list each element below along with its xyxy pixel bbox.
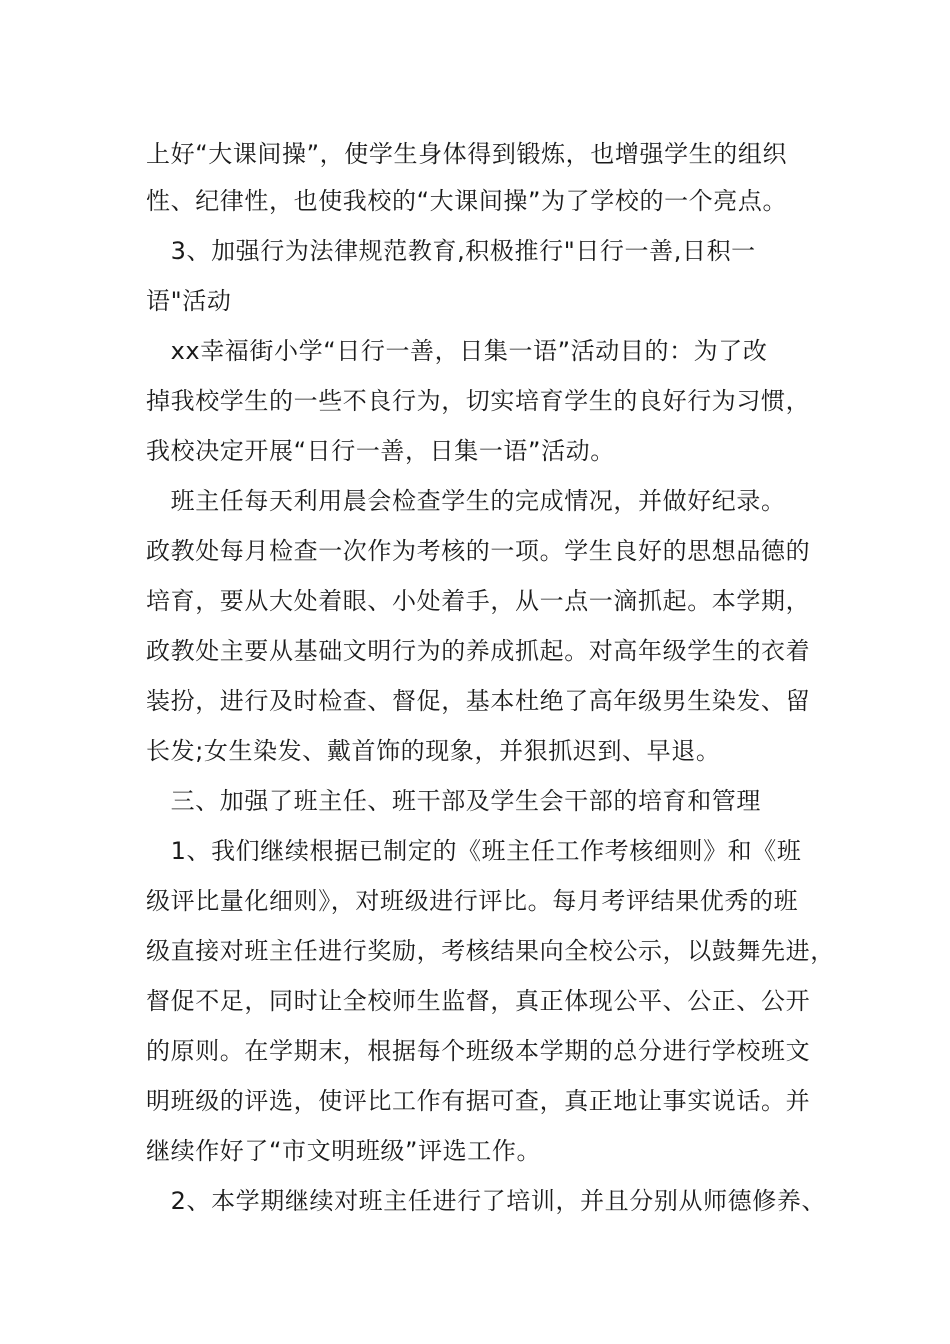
text-line-8: 班主任每天利用晨会检查学生的完成情况，并做好纪录。 xyxy=(146,487,786,515)
text-line-6: 掉我校学生的一些不良行为，切实培育学生的良好行为习惯， xyxy=(146,387,811,415)
text-line-15: 1、我们继续根据已制定的《班主任工作考核细则》和《班 xyxy=(146,837,802,865)
text-line-19: 的原则。在学期末，根据每个班级本学期的总分进行学校班文 xyxy=(146,1037,811,1065)
text-line-17: 级直接对班主任进行奖励，考核结果向全校公示，以鼓舞先进， xyxy=(146,937,835,965)
text-line-3: 3、加强行为法律规范教育,积极推行"日行一善,日积一 xyxy=(146,237,756,265)
text-line-5: xx幸福街小学“日行一善，日集一语”活动目的：为了改 xyxy=(146,337,768,365)
text-line-16: 级评比量化细则》，对班级进行评比。每月考评结果优秀的班 xyxy=(146,887,799,915)
text-line-9: 政教处每月检查一次作为考核的一项。学生良好的思想品德的 xyxy=(146,537,811,565)
text-line-21: 继续作好了“市文明班级”评选工作。 xyxy=(146,1137,542,1165)
text-line-7: 我校决定开展“日行一善，日集一语”活动。 xyxy=(146,437,615,465)
text-line-12: 装扮，进行及时检查、督促，基本杜绝了高年级男生染发、留 xyxy=(146,687,811,715)
text-line-20: 明班级的评选，使评比工作有据可查，真正地让事实说话。并 xyxy=(146,1087,811,1115)
text-line-13: 长发;女生染发、戴首饰的现象，并狠抓迟到、早退。 xyxy=(146,737,721,765)
text-line-18: 督促不足，同时让全校师生监督，真正体现公平、公正、公开 xyxy=(146,987,811,1015)
text-line-10: 培育，要从大处着眼、小处着手，从一点一滴抓起。本学期， xyxy=(146,587,811,615)
text-line-22: 2、本学期继续对班主任进行了培训，并且分别从师德修养、 xyxy=(146,1187,827,1215)
text-line-1: 上好“大课间操”，使学生身体得到锻炼，也增强学生的组织 xyxy=(146,140,788,168)
text-line-2: 性、纪律性，也使我校的“大课间操”为了学校的一个亮点。 xyxy=(146,187,788,215)
text-line-4: 语"活动 xyxy=(146,287,232,315)
text-line-11: 政教处主要从基础文明行为的养成抓起。对高年级学生的衣着 xyxy=(146,637,811,665)
text-line-14: 三、加强了班主任、班干部及学生会干部的培育和管理 xyxy=(146,787,761,815)
